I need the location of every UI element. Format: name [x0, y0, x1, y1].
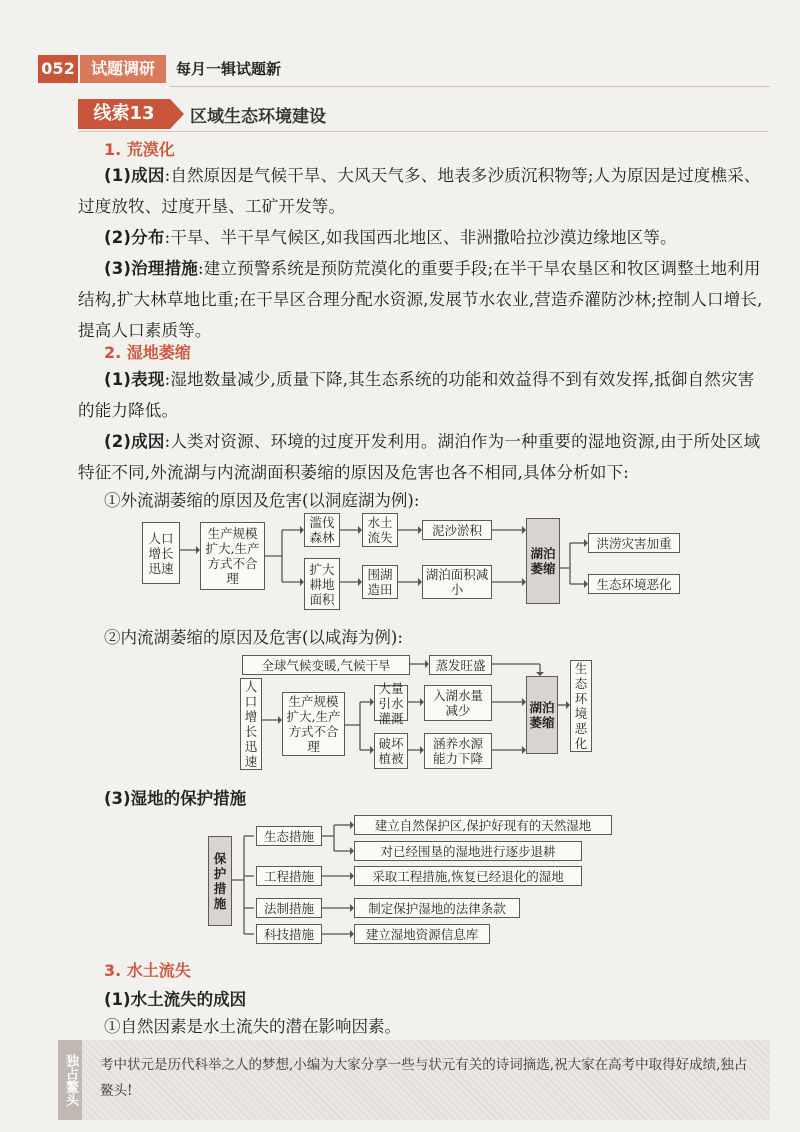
diagram1-caption: ①外流湖萎缩的原因及危害(以洞庭湖为例): [104, 491, 420, 510]
d2-irrigation-box: 大量引水灌溉 [374, 685, 408, 721]
d1-deforest-box: 滥伐森林 [304, 513, 340, 547]
d3-tech-measure-box: 科技措施 [256, 924, 322, 944]
d2-vegetation-box: 破坏植被 [374, 733, 408, 769]
d3-root-box: 保护措施 [208, 836, 232, 926]
footer-text: 考中状元是历代科举之人的梦想,小编为大家分享一些与状元有关的诗词摘选,祝大家在高考中取得好成绩,独占鳌头! [100, 1057, 748, 1099]
clue-badge: 线索13 [78, 99, 170, 129]
d2-water-conservation-box: 涵养水源能力下降 [424, 733, 492, 769]
d3-law-measure-a: 制定保护湿地的法律条款 [354, 898, 520, 918]
para-key: (3)治理措施 [104, 259, 198, 278]
d2-inflow-box: 入湖水量减少 [424, 685, 492, 721]
d1-reclaim-box: 围湖造田 [362, 565, 398, 599]
d1-population-box: 人口增长迅速 [142, 522, 180, 584]
para-key: (1)表现 [104, 370, 165, 389]
d1-lake-area-box: 湖泊面积减小 [422, 565, 492, 599]
footer-side-label: 独占鳌头 [58, 1040, 82, 1120]
para-text: :湿地数量减少,质量下降,其生态系统的功能和效益得不到有效发挥,抵御自然灾害的能力降低。 [78, 370, 755, 420]
d2-population-box: 人口增长迅速 [240, 678, 262, 770]
para-text: :干旱、半干旱气候区,如我国西北地区、非洲撒哈拉沙漠边缘地区等。 [164, 228, 677, 247]
soil-erosion-text: ①自然因素是水土流失的潜在影响因素。 [104, 1017, 401, 1036]
diagram2-caption: ②内流湖萎缩的原因及危害(以咸海为例): [104, 628, 403, 647]
soil-erosion-subheading: (1)水土流失的成因 [104, 990, 247, 1009]
d1-silt-box: 泥沙淤积 [422, 520, 492, 540]
section-title-desertification: 1. 荒漠化 [104, 140, 175, 159]
protection-heading: (3)湿地的保护措施 [104, 789, 247, 808]
d3-eco-measure-b: 对已经围垦的湿地进行逐步退耕 [354, 841, 582, 861]
header-subtitle: 每月一辑试题新 [176, 60, 282, 78]
d2-climate-box: 全球气候变暖,气候干旱 [242, 655, 410, 675]
d1-eco-box: 生态环境恶化 [588, 574, 680, 594]
clue-title: 区域生态环境建设 [190, 107, 326, 127]
d2-production-box: 生产规模扩大,生产方式不合理 [282, 692, 345, 756]
para-key: (2)成因 [104, 432, 165, 451]
d2-evaporation-box: 蒸发旺盛 [429, 655, 492, 675]
para-key: (2)分布 [104, 228, 165, 247]
d3-law-measure-box: 法制措施 [256, 898, 322, 918]
d1-production-box: 生产规模扩大,生产方式不合理 [200, 522, 265, 590]
para-key: (1)成因 [104, 166, 165, 185]
d1-flood-box: 洪涝灾害加重 [588, 533, 680, 553]
d1-lake-shrink-box: 湖泊萎缩 [526, 518, 560, 604]
para-text: :建立预警系统是预防荒漠化的重要手段;在半干旱农垦区和牧区调整土地利用结构,扩大林草地比重;在干旱区合理分配水资源,发展节水农业,营造乔灌防沙林;控制人口增长,提高人口素质等。 [78, 259, 763, 340]
d1-soil-erosion-box: 水土流失 [362, 513, 398, 547]
d2-lake-shrink-box: 湖泊萎缩 [526, 676, 558, 754]
para-text: :人类对资源、环境的过度开发利用。湖泊作为一种重要的湿地资源,由于所处区域特征不同,外流湖与内流湖面积萎缩的原因及危害也各不相同,具体分析如下: [78, 432, 761, 482]
d3-eng-measure-box: 工程措施 [256, 866, 322, 886]
d3-eco-measure-box: 生态措施 [256, 826, 322, 846]
d2-eco-box: 生态环境恶化 [570, 660, 592, 752]
section-title-wetland: 2. 湿地萎缩 [104, 343, 191, 362]
section-tag: 试题调研 [80, 55, 166, 83]
d1-farmland-box: 扩大耕地面积 [304, 558, 340, 610]
section-title-soil-erosion: 3. 水土流失 [104, 961, 191, 980]
para-text: :自然原因是气候干旱、大风天气多、地表多沙质沉积物等;人为原因是过度樵采、过度放牧、过度开垦、工矿开发等。 [78, 166, 761, 216]
page-number: 052 [38, 55, 78, 83]
d3-eng-measure-a: 采取工程措施,恢复已经退化的湿地 [354, 866, 582, 886]
d3-tech-measure-a: 建立湿地资源信息库 [354, 924, 490, 944]
d3-eco-measure-a: 建立自然保护区,保护好现有的天然湿地 [354, 815, 612, 835]
